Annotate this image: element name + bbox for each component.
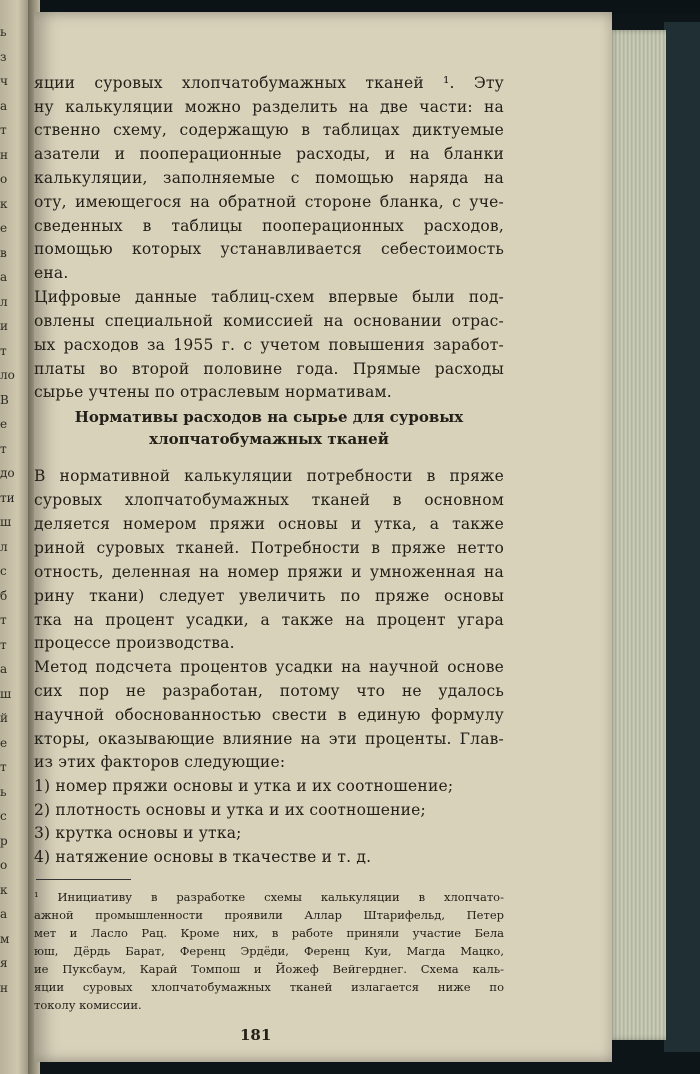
footnote-line: ажной промышленности проявили Аллар Штарифельд, Петер: [34, 908, 504, 922]
body-line: научной обоснованностью свести в единую формулу: [34, 706, 504, 724]
left-page-fragment: с: [0, 564, 7, 578]
body-line: рину ткани) следует увеличить по пряже основы: [34, 587, 504, 605]
body-line: яции суровых хлопчатобумажных тканей ¹. Эту: [34, 74, 504, 92]
left-page-fragment: т: [0, 613, 7, 627]
left-page-fragment: т: [0, 637, 7, 652]
left-page-fragment: я: [0, 956, 8, 970]
left-page-fragment: ь: [0, 784, 7, 799]
body-line: кторы, оказывающие влияние на эти проценты. Глав-: [34, 730, 504, 748]
body-line: ну калькуляции можно разделить на две части: на: [34, 98, 504, 116]
left-page-fragment: ь: [0, 25, 7, 39]
section-heading: хлопчатобумажных тканей: [149, 430, 389, 448]
left-page-fragment: а: [0, 662, 8, 676]
footnote-line: яции суровых хлопчатобумажных тканей излагается ниже по: [34, 980, 504, 994]
body-line: В нормативной калькуляции потребности в пряже: [34, 467, 504, 485]
left-page-fragment: т: [0, 343, 7, 358]
left-page-fragment: а: [0, 270, 8, 284]
body-line: деляется номером пряжи основы и утка, а также: [34, 515, 504, 533]
footnote-line: мет и Ласло Рац. Кроме них, в работе приняли участие Бела: [34, 926, 504, 940]
left-page-text: [0, 20, 30, 1000]
body-line: овлены специальной комиссией на основании отрас-: [34, 312, 504, 330]
left-page-fragment: с: [0, 809, 7, 823]
body-line: тка на процент усадки, а также на процент угара: [34, 611, 504, 629]
section-heading: Нормативы расходов на сырье для суровых: [74, 408, 464, 426]
left-page-fragment: к: [0, 882, 8, 897]
footnote-rule: [36, 879, 131, 880]
left-page-fragment: о: [0, 858, 8, 872]
left-page-fragment: е: [0, 735, 8, 750]
body-line: помощью которых устанавливается себестоимость: [34, 240, 504, 258]
left-page-fragment: з: [0, 49, 7, 64]
page-edges: [608, 30, 666, 1040]
body-line: Цифровые данные таблиц-схем впервые были под-: [34, 288, 504, 306]
body-line: ственно схему, содержащую в таблицах диктуемые: [34, 121, 504, 139]
body-line: ых расходов за 1955 г. с учетом повышения заработ-: [34, 336, 504, 354]
left-page-fragment: к: [0, 196, 8, 211]
left-page-fragment: й: [0, 711, 8, 725]
list-item: 3) крутка основы и утка;: [34, 824, 242, 842]
left-page-fragment: ч: [0, 74, 8, 88]
left-page-fragment: р: [0, 833, 8, 848]
left-page-fragment: до: [0, 466, 15, 480]
left-page-fragment: а: [0, 907, 8, 921]
left-page-fragment: м: [0, 931, 10, 946]
left-page-fragment: е: [0, 221, 8, 235]
left-page-fragment: ти: [0, 490, 15, 505]
footnote-line: ие Пуксбаум, Карай Томпош и Йожеф Вейгерднег. Схема каль-: [34, 962, 504, 976]
left-page-fragment: б: [0, 588, 8, 603]
book-cover-right: [664, 22, 700, 1052]
list-item: 1) номер пряжи основы и утка и их соотношение;: [34, 777, 454, 795]
left-page-fragment: н: [0, 147, 8, 162]
body-line: сырье учтены по отраслевым нормативам.: [34, 383, 392, 401]
body-line: Метод подсчета процентов усадки на научной основе: [34, 658, 504, 676]
footnote-line: юш, Дёрдь Барат, Ференц Эрдёди, Ференц Куи, Магда Мацко,: [34, 944, 504, 958]
left-page-fragment: н: [0, 980, 8, 995]
body-line: сих пор не разработан, потому что не удалось: [34, 682, 504, 700]
footnote-line: ¹ Инициативу в разработке схемы калькуляции в хлопчато-: [34, 890, 504, 904]
left-page-fragment: т: [0, 760, 7, 774]
body-line: отность, деленная на номер пряжи и умноженная на: [34, 563, 504, 581]
left-page-fragment: в: [0, 245, 7, 260]
left-page-fragment: о: [0, 172, 8, 186]
page-text: [34, 12, 612, 1062]
left-page-fragment: т: [0, 441, 7, 456]
body-line: азатели и пооперационные расходы, и на бланки: [34, 145, 504, 163]
list-item: 4) натяжение основы в ткачестве и т. д.: [34, 848, 372, 866]
left-page-fragment: ш: [0, 515, 12, 529]
left-page-fragment: т: [0, 123, 7, 137]
body-line: ена.: [34, 264, 69, 282]
list-item: 2) плотность основы и утка и их соотношение;: [34, 801, 426, 819]
left-page-fragment: В: [0, 392, 9, 407]
left-page-fragment: ло: [0, 368, 15, 382]
body-line: из этих факторов следующие:: [34, 753, 286, 771]
left-page-fragment: и: [0, 319, 8, 333]
body-line: сведенных в таблицы пооперационных расходов,: [34, 217, 504, 235]
footnote-line: токолу комиссии.: [34, 998, 142, 1012]
left-page-fragment: л: [0, 539, 8, 554]
left-page-fragment: а: [0, 98, 8, 113]
right-page: [34, 12, 612, 1062]
body-line: калькуляции, заполняемые с помощью наряда на: [34, 169, 504, 187]
left-page-fragment: е: [0, 417, 8, 431]
body-line: платы во второй половине года. Прямые расходы: [34, 360, 504, 378]
left-page-fragment: л: [0, 294, 8, 309]
body-line: суровых хлопчатобумажных тканей в основном: [34, 491, 504, 509]
body-line: процессе производства.: [34, 634, 235, 652]
page-number: 181: [240, 1026, 272, 1044]
body-line: риной суровых тканей. Потребности в пряже нетто: [34, 539, 504, 557]
left-page-fragment: ш: [0, 686, 12, 701]
body-line: оту, имеющегося на обратной стороне бланка, с уче-: [34, 193, 504, 211]
